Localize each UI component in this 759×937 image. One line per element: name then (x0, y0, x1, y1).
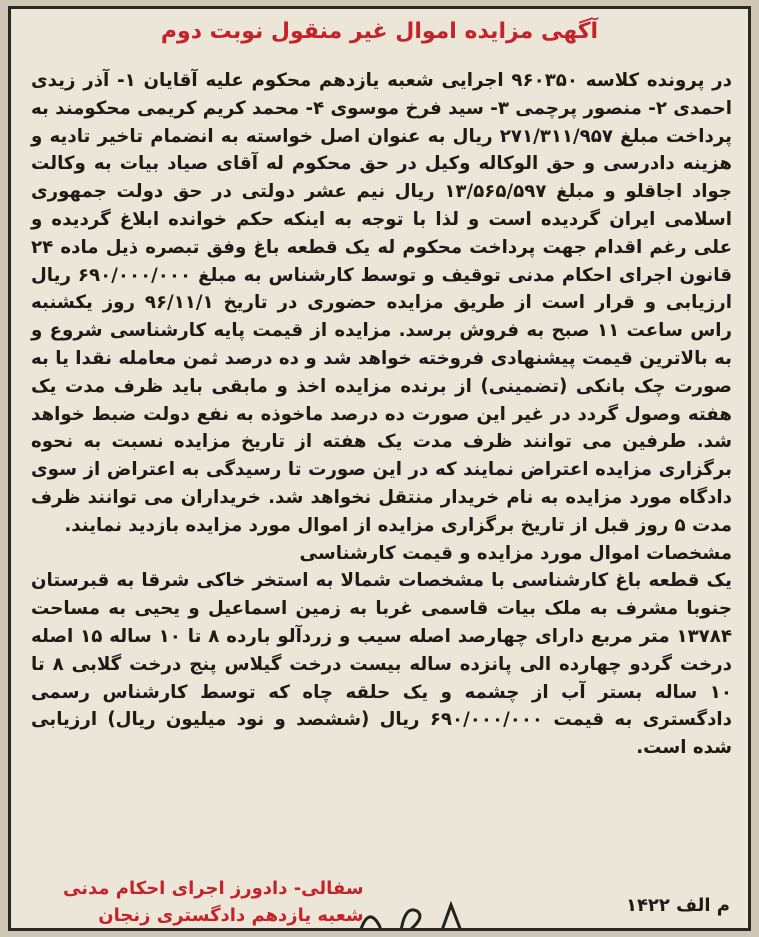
property-specs-heading: مشخصات اموال مورد مزایده و قیمت کارشناسی (299, 542, 732, 564)
notice-body (31, 67, 732, 762)
notice-paragraph-main: در پرونده کلاسه ۹۶۰۳۵۰ اجرایی شعبه یازدهم محکوم علیه آقایان ۱- آذر زیدی احمدی ۲- منصور پرچمی ۳- سید فرخ موسوی ۴- محمد کریم کریمی محکومند به پرداخت مبلغ ۲۷۱/۳۱۱/۹۵۷ ریال به عنوان اصل خواسته به انضمام تاخیر تادیه و هزینه دادرسی و حق الوکاله وکیل در حق محکوم له آقای صیاد بیات به وکالت جواد اجاقلو و مبلغ ۱۳/۵۶۵/۵۹۷ ریال نیم عشر دولتی در حق دولت جمهوری اسلامی ایران گردیده است و لذا با توجه به اینکه حکم خوانده ابلاغ گردیده و علی رغم اقدام جهت پرداخت محکوم له یک قطعه باغ وفق تبصره ذیل ماده ۲۴ قانون اجرای احکام مدنی توقیف و توسط کارشناس به مبلغ ۶۹۰/۰۰۰/۰۰۰ ریال ارزیابی و قرار است از طریق مزایده حضوری در تاریخ ۹۶/۱۱/۱ روز یکشنبه راس ساعت ۱۱ صبح به فروش برسد. مزایده از قیمت پایه کارشناسی شروع و به بالاترین قیمت پیشنهادی فروخته خواهد شد و ده درصد ثمن معامله نقدا یا به صورت چک بانکی (تضمینی) از برنده مزایده اخذ و مابقی باید ظرف مدت یک هفته وصول گردد در غیر این صورت ده درصد ماخوذه به نفع دولت ضبط خواهد شد. طرفین می توانند ظرف مدت یک هفته از تاریخ مزایده نسبت به نحوه برگزاری مزایده اعتراض نمایند که در این صورت تا رسیدگی به اعتراض از سوی دادگاه مورد مزایده به نام خریدار منتقل نخواهد شد. خریداران می توانند ظرف مدت ۵ روز قبل از تاریخ برگزاری مزایده از اموال مورد مزایده بازدید نمایند. (31, 70, 733, 536)
signature-line-court: شعبه یازدهم دادگستری زنجان (98, 905, 364, 926)
auction-notice (8, 6, 751, 931)
property-description: یک قطعه باغ کارشناسی با مشخصات شمالا به استخر خاکی شرقا به قبرستان جنوبا مشرف به ملک بیات قاسمی غربا به زمین اسماعیل و یحیی به مساحت ۱۳۷۸۴ متر مربع دارای چهارصد اصله سیب و زردآلو بارده ۸ تا ۱۰ ساله ۱۵ اصله درخت گردو چهارده الی پانزده ساله بیست درخت گیلاس پنج درخت گلابی ۸ تا ۱۰ ساله بستر آب از چشمه و یک حلقه چاه که توسط کارشناس رسمی دادگستری به قیمت ۶۹۰/۰۰۰/۰۰۰ ریال (ششصد و نود میلیون ریال) ارزیابی شده است. (31, 570, 732, 759)
signature-line-officer: سفالی- دادورز اجرای احکام مدنی (63, 878, 364, 899)
notice-title: آگهی مزایده اموال غیر منقول نوبت دوم (160, 19, 599, 44)
notice-footer (11, 875, 748, 931)
signature-block (63, 875, 364, 929)
reference-number: م الف ۱۴۲۲ (625, 895, 730, 916)
handwritten-number-stamp (341, 899, 491, 931)
